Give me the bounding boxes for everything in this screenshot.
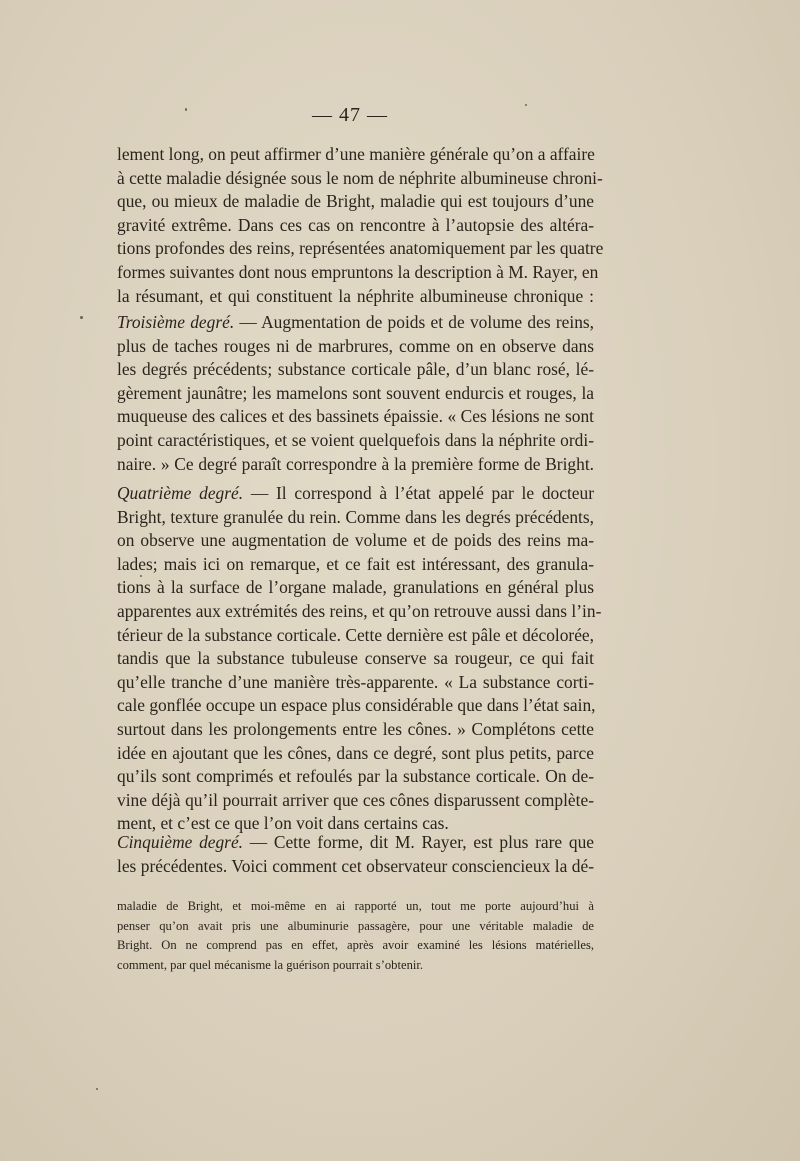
paragraph-cinquieme-degre: [117, 831, 594, 878]
text-line: qu’elle tranche d’une manière très-apparente. « La substance corti-: [117, 671, 594, 692]
text-line: que, ou mieux de maladie de Bright, maladie qui est toujours d’une: [117, 191, 594, 212]
footnote-line: Bright. On ne comprend pas en effet, après avoir examiné les lésions matérielles,: [117, 938, 594, 952]
text-line: formes suivantes dont nous empruntons la description à M. Rayer, en: [117, 261, 599, 282]
text-line: point caractéristiques, et se voient quelquefois dans la néphrite ordi-: [117, 429, 594, 450]
text-line: [117, 482, 594, 506]
text-line: naire. » Ce degré paraît correspondre à la première forme de Bright.: [117, 453, 594, 474]
text-line: lades; mais ici on remarque, et ce fait est intéressant, des granula-: [117, 553, 594, 574]
footnote-line: penser qu’on avait pris une albuminurie passagère, pour une véritable maladie de: [117, 918, 594, 933]
text-line: [117, 311, 594, 335]
text-run: — Il correspond à l’état appelé par le docteur: [243, 483, 594, 503]
paper-speck: [140, 575, 142, 577]
text-line: idée en ajoutant que les cônes, dans ce degré, sont plus petits, parce: [117, 742, 594, 763]
footnote-line: maladie de Bright, et moi-même en ai rapporté un, tout me porte aujourd’hui à: [117, 899, 594, 913]
text-line: lement long, on peut affirmer d’une manière générale qu’on a affaire: [117, 144, 595, 164]
section-lead: Quatrième degré.: [117, 483, 244, 503]
text-line: qu’ils sont comprimés et refoulés par la substance corticale. On de-: [117, 766, 594, 787]
text-line: les degrés précédents; substance corticale pâle, d’un blanc rosé, lé-: [117, 359, 594, 380]
text-line: gravité extrême. Dans ces cas on rencontre à l’autopsie des altéra-: [117, 214, 594, 235]
paper-speck: [185, 108, 187, 111]
text-line: [117, 831, 594, 855]
text-line: on observe une augmentation de volume et de poids des reins ma-: [117, 530, 594, 551]
section-lead: Cinquième degré.: [117, 832, 244, 852]
paragraph-troisieme-degre: [117, 311, 594, 476]
text-line: muqueuse des calices et des bassinets épaissie. « Ces lésions ne sont: [117, 406, 594, 427]
page-number: — 47 —: [312, 104, 388, 126]
text-line: tions profondes des reins, représentées anatomiquement par les quatre: [117, 238, 604, 259]
paper-speck: [80, 316, 83, 319]
text-line: à cette maladie désignée sous le nom de néphrite albumineuse chroni-: [117, 167, 603, 188]
text-line: la résumant, et qui constituent la néphrite albumineuse chronique :: [117, 285, 594, 306]
footnote-line: comment, par quel mécanisme la guérison pourrait s’obtenir.: [117, 957, 424, 972]
text-line: Bright, texture granulée du rein. Comme dans les degrés précédents,: [117, 506, 594, 527]
section-lead: Troisième degré.: [117, 312, 235, 332]
text-run: — Augmentation de poids et de volume des reins,: [234, 312, 595, 332]
text-line: ment, et c’est ce que l’on voit dans certains cas.: [117, 813, 449, 834]
footnote: [117, 897, 594, 975]
text-line: gèrement jaunâtre; les mamelons sont souvent endurcis et rouges, la: [117, 382, 594, 403]
text-line: tandis que la substance tubuleuse conserve sa rougeur, ce qui fait: [117, 648, 594, 669]
text-line: cale gonflée occupe un espace plus considérable que dans l’état sain,: [117, 695, 596, 716]
text-line: apparentes aux extrémités des reins, et qu’on retrouve aussi dans l’in-: [117, 600, 602, 621]
paragraph-quatrieme-degre: [117, 482, 602, 836]
text-run: — Cette forme, dit M. Rayer, est plus rare que: [243, 832, 594, 852]
paper-speck: [525, 104, 527, 106]
paragraph-continuation: [117, 143, 604, 308]
text-line: les précédentes. Voici comment cet observateur consciencieux la dé-: [117, 855, 594, 876]
text-line: plus de taches rouges ni de marbrures, comme on en observe dans: [117, 335, 594, 356]
text-line: surtout dans les prolongements entre les cônes. » Complétons cette: [117, 718, 594, 739]
paper-speck: [96, 1088, 98, 1090]
text-line: térieur de la substance corticale. Cette dernière est pâle et décolorée,: [117, 624, 594, 645]
text-line: vine déjà qu’il pourrait arriver que ces cônes disparussent complète-: [117, 789, 594, 810]
text-line: tions à la surface de l’organe malade, granulations en général plus: [117, 577, 594, 598]
